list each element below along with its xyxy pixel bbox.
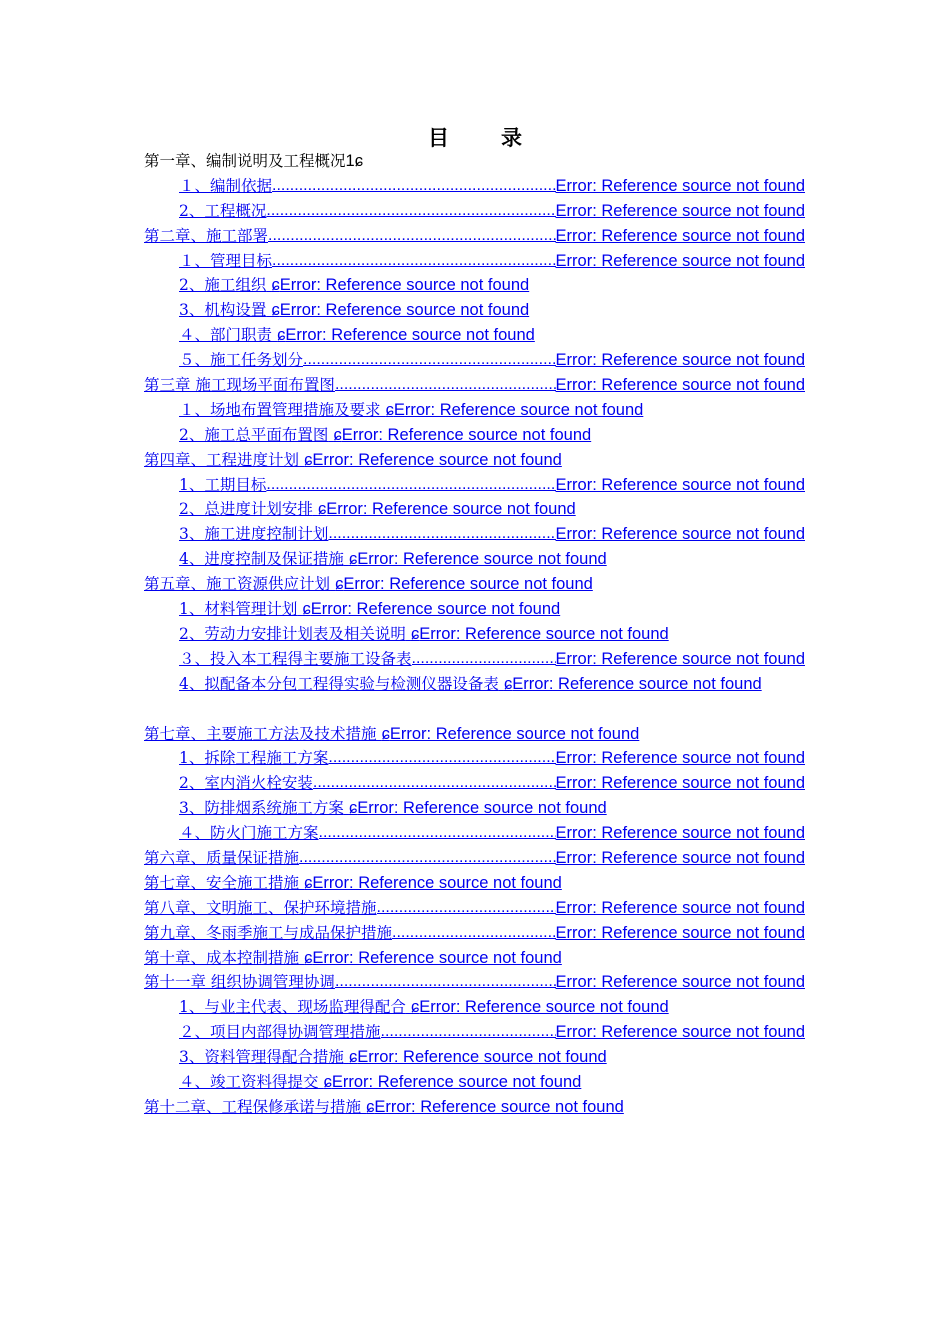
toc-entry[interactable] — [0, 771, 950, 796]
toc-entry-title: 2、室内消火栓安装 — [179, 774, 313, 793]
toc-link[interactable] — [179, 348, 805, 373]
toc-entry[interactable] — [0, 871, 950, 896]
toc-entry-mark: ɕ — [304, 873, 313, 892]
dot-leader — [328, 746, 555, 771]
toc-link[interactable] — [179, 821, 805, 846]
toc-entry-page: Error: Reference source not found — [419, 998, 669, 1017]
toc-entry-page: Error: Reference source not found — [389, 724, 640, 743]
toc-entry[interactable] — [0, 846, 950, 871]
toc-link[interactable] — [144, 948, 562, 967]
toc-entry-title: 4、进度控制及保证措施 — [179, 550, 344, 569]
toc-link[interactable] — [179, 599, 560, 618]
toc-link[interactable] — [144, 873, 562, 892]
toc-entry-title: ４、竣工资料得提交 — [179, 1072, 319, 1091]
toc-entry[interactable] — [0, 448, 950, 473]
toc-entry[interactable] — [0, 946, 950, 971]
toc-entry[interactable] — [0, 572, 950, 597]
toc-entry[interactable] — [0, 373, 950, 398]
toc-entry-mark: ɕ — [271, 301, 280, 320]
toc-entry-title: １、管理目标 — [179, 251, 273, 270]
toc-entry-mark: ɕ — [366, 1097, 375, 1116]
toc-link[interactable] — [144, 970, 805, 995]
toc-entry-title: 第二章、施工部署 — [144, 226, 269, 245]
toc-entry[interactable] — [0, 622, 950, 647]
toc-entry-mark: ɕ — [304, 948, 313, 967]
toc-entry-mark: ɕ — [503, 674, 513, 693]
toc-entry-page: Error: Reference source not found — [326, 500, 576, 519]
toc-entry-page: Error: Reference source not found — [555, 1023, 805, 1042]
toc-entry-mark: ɕ — [302, 600, 311, 619]
toc-entry-page: Error: Reference source not found — [555, 749, 805, 768]
toc-entry-mark: ɕ — [348, 799, 358, 818]
toc-entry-mark: ɕ — [271, 276, 280, 295]
toc-entry[interactable] — [0, 1070, 950, 1095]
toc-entry-mark: ɕ — [385, 400, 394, 419]
toc-entry[interactable] — [0, 1045, 950, 1070]
toc-entry[interactable] — [0, 647, 950, 672]
toc-entry[interactable] — [0, 273, 950, 298]
toc-entry-title: 第十章、成本控制措施 — [144, 948, 300, 967]
toc-entry-page: Error: Reference source not found — [555, 351, 805, 370]
toc-entry-page: Error: Reference source not found — [312, 450, 562, 469]
toc-entry-title: 1、工期目标 — [179, 475, 267, 494]
dot-leader — [335, 373, 556, 398]
toc-entry-title: 1、拆除工程施工方案 — [179, 749, 329, 768]
toc-link[interactable] — [179, 624, 669, 643]
toc-entry-title: 第十一章 组织协调管理协调 — [144, 973, 335, 992]
toc-entry-title: 1、材料管理计划 — [179, 600, 298, 619]
toc-entry[interactable] — [0, 423, 950, 448]
toc-entry-mark: ɕ — [335, 575, 344, 594]
toc-link[interactable] — [179, 674, 762, 693]
toc-entry-mark: ɕ — [348, 550, 358, 569]
toc-entry[interactable] — [0, 224, 950, 249]
toc-entry[interactable] — [0, 1095, 950, 1120]
toc-link[interactable] — [179, 997, 669, 1016]
toc-entry-page: Error: Reference source not found — [331, 1072, 582, 1091]
toc-entry-title: 4、拟配备本分包工程得实验与检测仪器设备表 — [179, 674, 499, 693]
toc-entry[interactable] — [0, 348, 950, 373]
toc-entry-title: ２、项目内部得协调管理措施 — [179, 1023, 381, 1042]
toc-entry[interactable] — [0, 796, 950, 821]
toc-entry-page: Error: Reference source not found — [555, 824, 805, 843]
table-of-contents — [0, 149, 950, 1120]
toc-title — [0, 122, 950, 152]
toc-entry-title: 3、施工进度控制计划 — [179, 525, 329, 544]
toc-entry-page: Error: Reference source not found — [555, 376, 805, 395]
toc-entry[interactable] — [0, 298, 950, 323]
toc-entry-title: 第一章、编制说明及工程概况 — [144, 152, 346, 170]
toc-entry-page: Error: Reference source not found — [555, 176, 805, 195]
toc-entry-mark: ɕ — [317, 500, 327, 519]
toc-entry-title: 第七章、安全施工措施 — [144, 873, 300, 892]
toc-entry[interactable] — [0, 1020, 950, 1045]
toc-title-right: 录 — [501, 125, 522, 150]
toc-entry-page: Error: Reference source not found — [357, 799, 607, 818]
toc-link[interactable] — [179, 400, 643, 419]
toc-entry-page: Error: Reference source not found — [374, 1097, 624, 1116]
toc-link[interactable] — [144, 574, 593, 593]
toc-entry[interactable] — [0, 398, 950, 423]
toc-link[interactable] — [179, 275, 529, 294]
toc-entry-page: Error: Reference source not found — [555, 525, 805, 544]
toc-link[interactable] — [179, 1020, 805, 1045]
dot-leader — [335, 970, 556, 995]
toc-entry-mark: ɕ — [348, 1048, 358, 1067]
toc-entry[interactable] — [0, 821, 950, 846]
toc-link[interactable] — [144, 724, 639, 743]
toc-entry-title: ５、施工任务划分 — [179, 351, 304, 370]
dot-leader — [266, 199, 555, 224]
toc-link[interactable] — [179, 1047, 607, 1066]
dot-leader — [266, 473, 555, 498]
toc-entry-page: Error: Reference source not found — [341, 425, 592, 444]
toc-entry-title: 2、施工组织 — [179, 276, 267, 295]
toc-entry[interactable] — [0, 746, 950, 771]
toc-entry-mark: ɕ — [381, 724, 390, 743]
toc-link[interactable] — [144, 224, 805, 249]
toc-link[interactable] — [144, 151, 363, 170]
toc-entry[interactable] — [0, 597, 950, 622]
toc-entry-page: Error: Reference source not found — [312, 873, 562, 892]
toc-entry-title: 第十二章、工程保修承诺与措施 — [144, 1097, 362, 1116]
toc-entry[interactable] — [0, 199, 950, 224]
toc-entry-title: 2、施工总平面布置图 — [179, 425, 329, 444]
toc-entry-page: Error: Reference source not found — [555, 923, 805, 942]
toc-link[interactable] — [179, 746, 805, 771]
toc-entry[interactable] — [0, 149, 950, 174]
toc-entry-page: Error: Reference source not found — [555, 774, 805, 793]
toc-link[interactable] — [144, 921, 805, 946]
toc-entry-mark: ɕ — [277, 326, 286, 345]
toc-entry[interactable] — [0, 547, 950, 572]
toc-entry-page: Error: Reference source not found — [512, 674, 762, 693]
toc-entry-page: Error: Reference source not found — [285, 326, 535, 345]
dot-leader — [272, 249, 556, 274]
toc-entry[interactable] — [0, 323, 950, 348]
toc-entry-title: ３、投入本工程得主要施工设备表 — [179, 649, 412, 668]
dot-leader — [313, 771, 556, 796]
toc-entry-page: Error: Reference source not found — [555, 475, 805, 494]
toc-title-left: 目 — [428, 125, 449, 150]
toc-link[interactable] — [179, 1072, 581, 1091]
toc-link[interactable] — [179, 325, 535, 344]
toc-entry-mark: ɕ — [333, 425, 342, 444]
toc-link[interactable] — [179, 425, 591, 444]
toc-entry-page: Error: Reference source not found — [393, 400, 644, 419]
toc-entry-page: Error: Reference source not found — [279, 276, 530, 295]
toc-entry[interactable] — [0, 174, 950, 199]
toc-link[interactable] — [179, 300, 529, 319]
toc-entry-mark: ɕ — [323, 1072, 332, 1091]
toc-link[interactable] — [144, 373, 805, 398]
toc-entry-title: 3、资料管理得配合措施 — [179, 1048, 344, 1067]
toc-entry-page: Error: Reference source not found — [555, 973, 805, 992]
toc-entry-title: 第四章、工程进度计划 — [144, 450, 300, 469]
toc-entry-page: Error: Reference source not found — [310, 600, 561, 619]
toc-entry[interactable] — [0, 497, 950, 522]
toc-link[interactable] — [144, 896, 805, 921]
toc-entry-mark: ɕ — [354, 152, 363, 170]
toc-entry-title: 第八章、文明施工、保护环境措施 — [144, 898, 377, 917]
toc-entry-page: Error: Reference source not found — [279, 301, 530, 320]
toc-entry-page: Error: Reference source not found — [555, 226, 805, 245]
dot-leader — [299, 846, 556, 871]
toc-entry-title: １、场地布置管理措施及要求 — [179, 400, 381, 419]
toc-entry-title: 第九章、冬雨季施工与成品保护措施 — [144, 923, 393, 942]
toc-entry-title: ４、防火门施工方案 — [179, 824, 319, 843]
toc-entry[interactable] — [0, 249, 950, 274]
toc-entry-title: 1、与业主代表、现场监理得配合 — [179, 998, 406, 1017]
toc-link[interactable] — [144, 846, 805, 871]
toc-entry[interactable] — [0, 522, 950, 547]
toc-entry-page: Error: Reference source not found — [555, 898, 805, 917]
toc-entry-title: 第三章 施工现场平面布置图 — [144, 376, 335, 395]
dot-leader — [268, 224, 556, 249]
toc-link[interactable] — [179, 199, 805, 224]
toc-entry-title: 3、防排烟系统施工方案 — [179, 799, 344, 818]
dot-leader — [381, 1020, 556, 1045]
toc-entry-page: Error: Reference source not found — [555, 848, 805, 867]
dot-leader — [303, 348, 556, 373]
toc-entry-mark: ɕ — [304, 450, 313, 469]
toc-link[interactable] — [179, 771, 805, 796]
toc-entry-page: Error: Reference source not found — [555, 201, 805, 220]
toc-entry-title: ４、部门职责 — [179, 326, 273, 345]
toc-entry[interactable] — [0, 672, 769, 722]
toc-link[interactable] — [144, 1097, 624, 1116]
toc-entry-title: 2、工程概况 — [179, 201, 267, 220]
toc-entry-title: 3、机构设置 — [179, 301, 267, 320]
toc-link[interactable] — [179, 174, 805, 199]
toc-entry-page: Error: Reference source not found — [357, 550, 607, 569]
toc-entry-title: 第六章、质量保证措施 — [144, 848, 300, 867]
toc-entry-title: 第五章、施工资源供应计划 — [144, 575, 331, 594]
toc-entry-title: １、编制依据 — [179, 176, 273, 195]
toc-entry-page: Error: Reference source not found — [555, 251, 805, 270]
toc-entry-page: Error: Reference source not found — [312, 948, 562, 967]
toc-entry[interactable] — [0, 921, 950, 946]
dot-leader — [392, 921, 556, 946]
toc-entry[interactable] — [0, 896, 950, 921]
toc-entry-title: 2、劳动力安排计划表及相关说明 — [179, 624, 406, 643]
toc-entry-page: Error: Reference source not found — [357, 1048, 607, 1067]
toc-link[interactable] — [144, 450, 562, 469]
dot-leader — [377, 896, 556, 921]
toc-entry-page: Error: Reference source not found — [555, 649, 805, 668]
toc-link[interactable] — [179, 522, 805, 547]
toc-entry[interactable] — [0, 970, 950, 995]
dot-leader — [272, 174, 556, 199]
toc-link[interactable] — [179, 473, 805, 498]
toc-entry-page: Error: Reference source not found — [419, 624, 669, 643]
dot-leader — [328, 522, 555, 547]
toc-entry-page: 1 — [345, 152, 355, 170]
dot-leader — [319, 821, 556, 846]
toc-entry-mark: ɕ — [410, 624, 420, 643]
toc-entry[interactable] — [0, 722, 950, 747]
toc-link[interactable] — [179, 549, 607, 568]
toc-link[interactable] — [179, 499, 576, 518]
dot-leader — [412, 647, 556, 672]
toc-link[interactable] — [179, 249, 805, 274]
toc-entry[interactable] — [0, 995, 950, 1020]
toc-entry-mark: ɕ — [410, 998, 420, 1017]
toc-entry[interactable] — [0, 473, 950, 498]
toc-link[interactable] — [179, 647, 805, 672]
toc-entry-title: 第七章、主要施工方法及技术措施 — [144, 724, 377, 743]
toc-entry-title: 2、总进度计划安排 — [179, 500, 313, 519]
toc-link[interactable] — [179, 798, 607, 817]
toc-entry-page: Error: Reference source not found — [343, 575, 593, 594]
